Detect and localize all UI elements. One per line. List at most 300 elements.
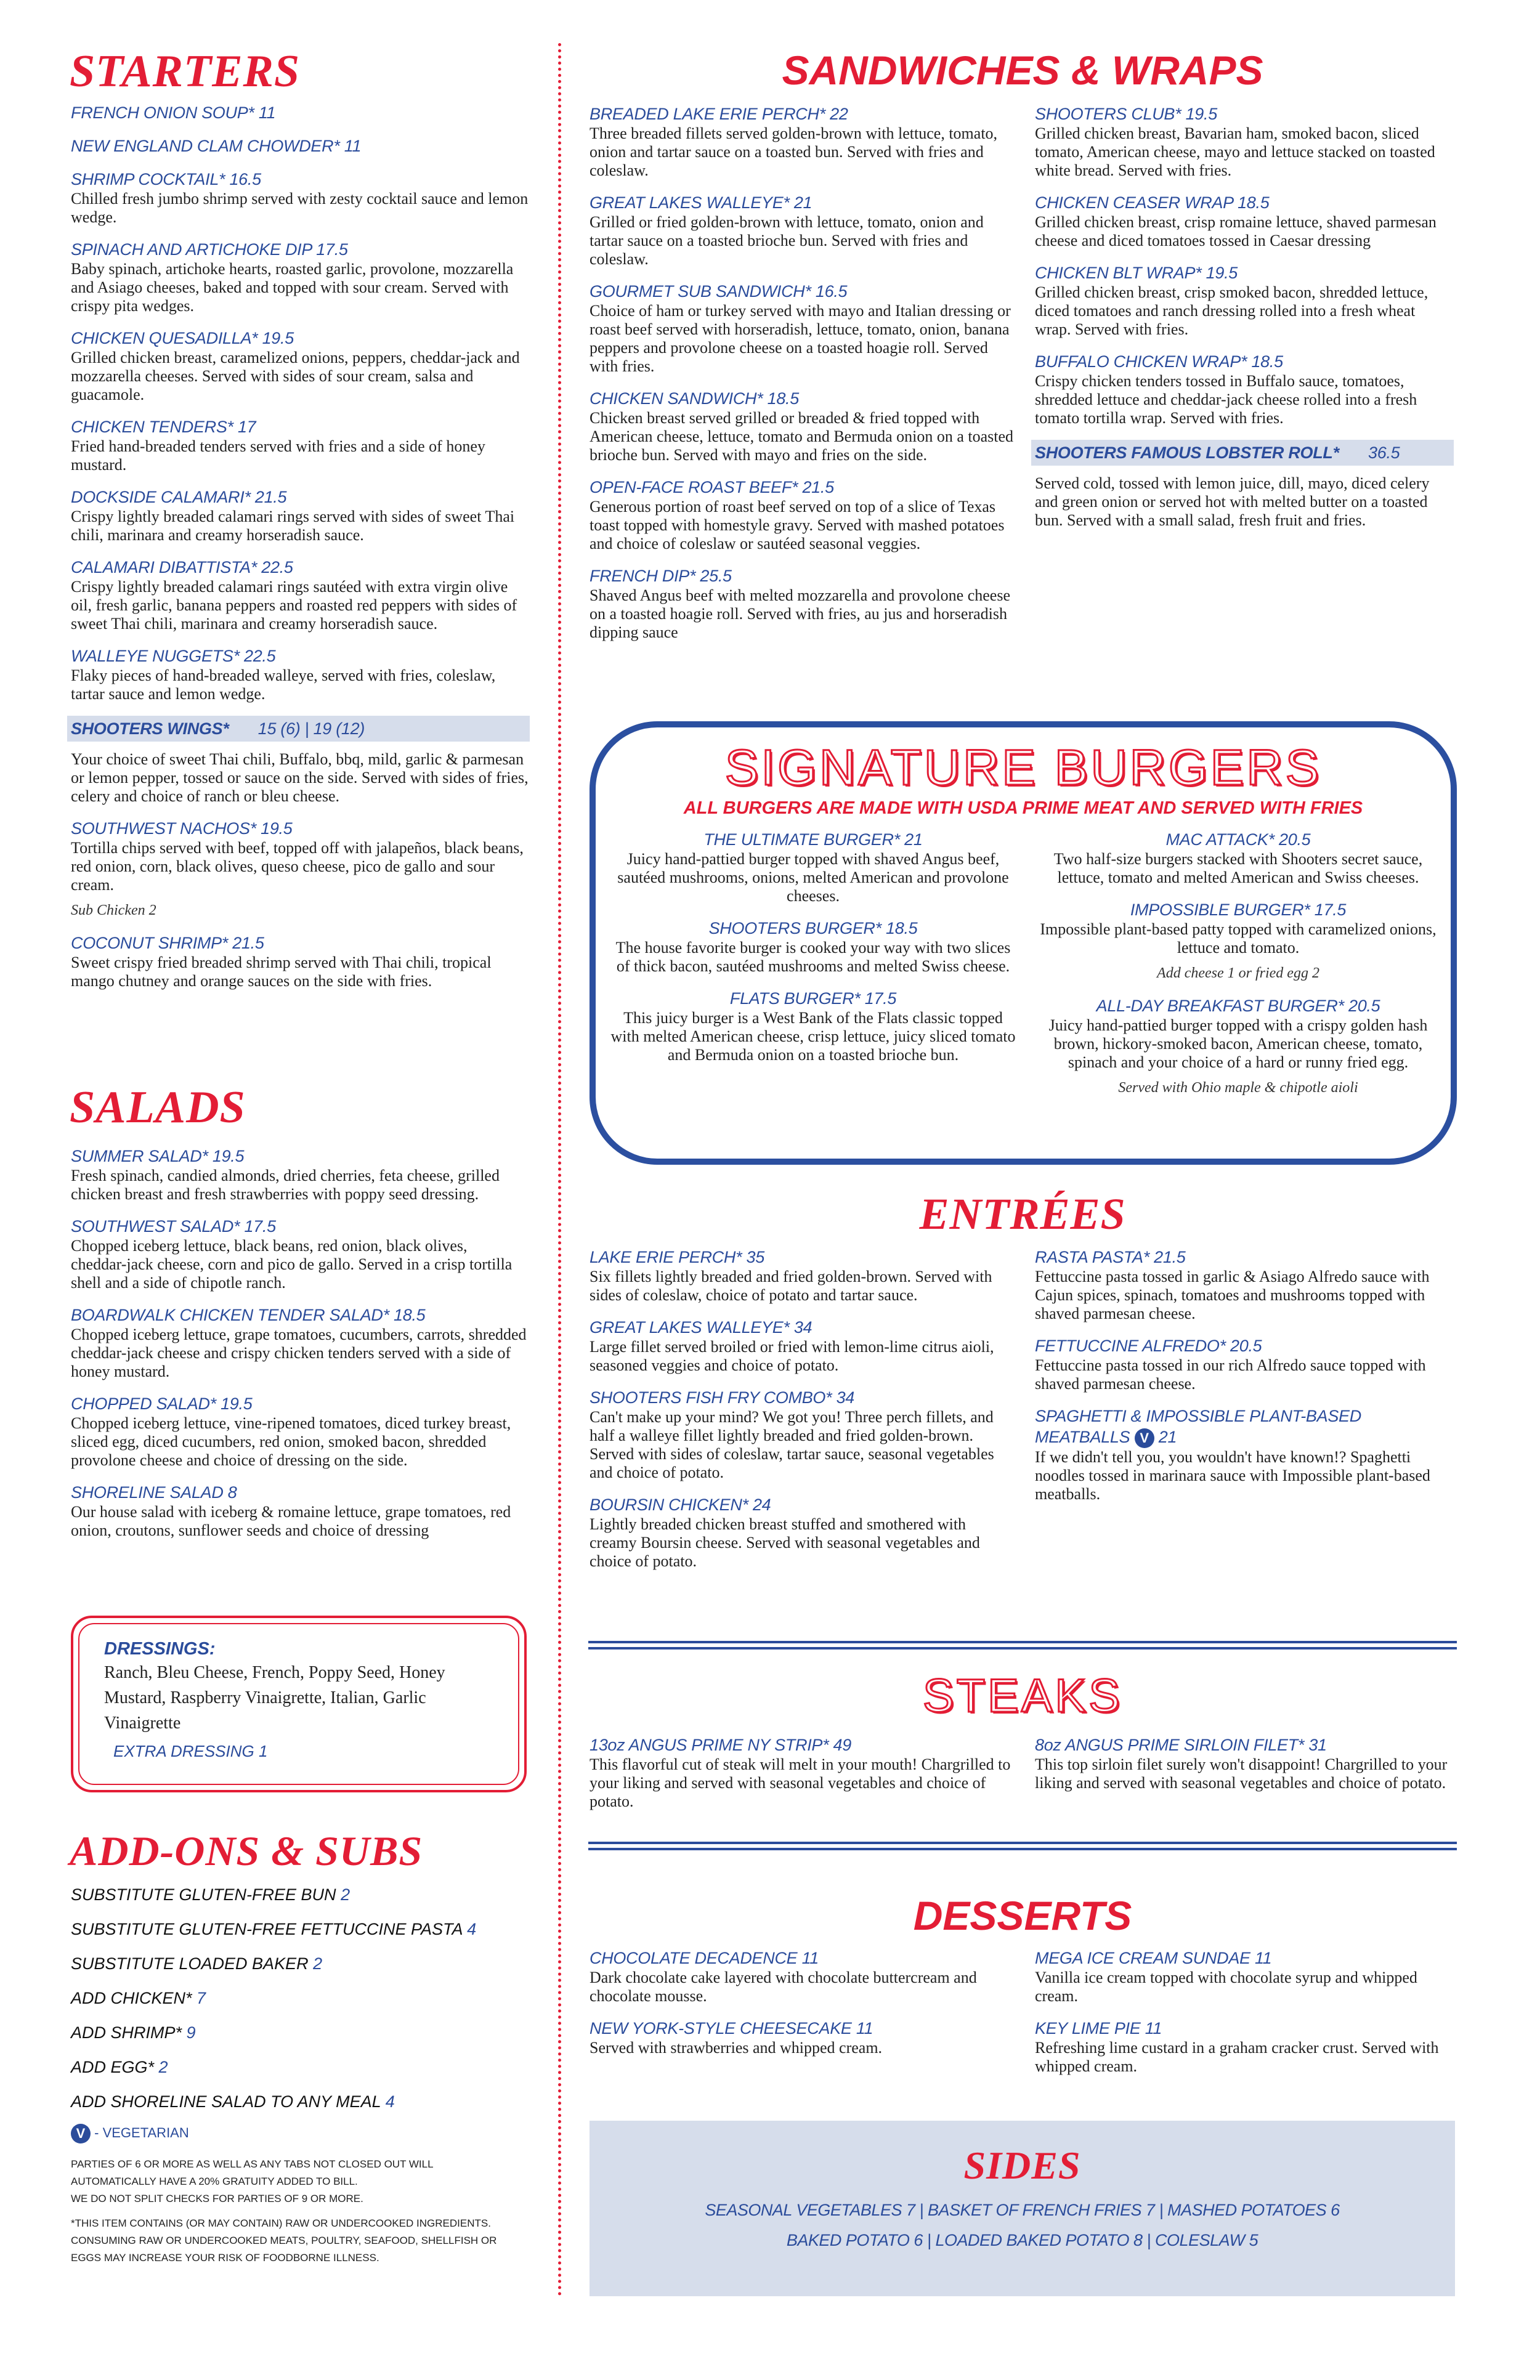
addon-price: 4 [385, 2092, 395, 2111]
warning-line: EGGS MAY INCREASE YOUR RISK OF FOODBORNE ILLNESS. [71, 2252, 379, 2264]
menu-item-description: If we didn't tell you, you wouldn't have known!? Spaghetti noodles tossed in marinara sauce with Impossible plant-based meatballs. [1035, 1447, 1430, 1503]
menu-item [1035, 1948, 1457, 2006]
menu-item-name: THE ULTIMATE BURGER* [703, 830, 900, 849]
menu-item-description: Grilled chicken breast, crisp romaine lettuce, shaved parmesan cheese and diced tomatoes tossed in Caesar dressing [1035, 213, 1437, 249]
addon-name: SUBSTITUTE GLUTEN-FREE FETTUCCINE PASTA [71, 1920, 463, 1938]
menu-item-price: 18.5 [767, 389, 799, 408]
menu-item-price: 17.5 [244, 1217, 276, 1236]
menu-item-title [71, 1393, 527, 1414]
addon-name: SUBSTITUTE LOADED BAKER [71, 1954, 309, 1973]
menu-item-description: Chopped iceberg lettuce, black beans, red onion, black olives, cheddar-jack cheese, corn and pico de gallo. Served in a crisp tortilla shell and a side of chipotle ranch. [71, 1237, 513, 1292]
vegetarian-legend [71, 2124, 189, 2143]
menu-item-name: SPINACH AND ARTICHOKE DIP [71, 240, 312, 259]
menu-item-name: CALAMARI DIBATTISTA* [71, 558, 257, 577]
menu-item-description: This top sirloin filet surely won't disappoint! Chargrilled to your liking and served with seasonal vegetables and choice of potato. [1035, 1755, 1448, 1792]
menu-item-name: COCONUT SHRIMP* [71, 934, 229, 952]
menu-item-description: Juicy hand-pattied burger topped with a crispy golden hash brown, hickory-smoked bacon, American cheese, tomato, spinach and your choice of a hard or runny fried egg. [1048, 1016, 1428, 1071]
menu-item-price: 19.5 [221, 1394, 253, 1413]
menu-item-description: Served with strawberries and whipped cream. [590, 2039, 883, 2057]
menu-item-name: KEY LIME PIE [1035, 2019, 1141, 2038]
menu-item-name: FRENCH DIP* [590, 567, 696, 585]
menu-item-name: ALL-DAY BREAKFAST BURGER* [1096, 997, 1344, 1015]
addon-price: 7 [197, 1989, 206, 2007]
menu-item-name: OPEN-FACE ROAST BEEF* [590, 478, 798, 496]
vegetarian-icon: V [1135, 1428, 1154, 1448]
menu-item-description: Fettuccine pasta tossed in garlic & Asiago Alfredo sauce with Cajun spices, spinach, tomatoes and mushrooms topped with shaved parmesan cheese. [1035, 1268, 1430, 1322]
menu-item-description: Grilled or fried golden-brown with lettuce, tomato, onion and tartar sauce on a toasted brioche bun. Served with fries and coleslaw. [590, 213, 984, 268]
menu-item-name: BOARDWALK CHICKEN TENDER SALAD* [71, 1306, 389, 1324]
menu-item-price: 18.5 [886, 919, 918, 937]
menu-item-price: 19.5 [1185, 105, 1217, 123]
menu-item-price: 21 [1158, 1428, 1177, 1446]
menu-item [1035, 440, 1454, 530]
addon-item [71, 1946, 527, 1981]
menu-item-price: 22.5 [261, 558, 293, 577]
menu-item-price: 21.5 [232, 934, 264, 952]
menu-item-name: SHOOTERS FISH FRY COMBO* [590, 1388, 832, 1407]
menu-item [610, 918, 1016, 976]
menu-item-name: SOUTHWEST NACHOS* [71, 819, 256, 838]
menu-item-price: 11 [344, 137, 362, 155]
menu-item-price: 16.5 [229, 170, 261, 188]
menu-item-title [590, 477, 1015, 498]
menu-item-title [590, 1948, 1015, 1969]
menu-item-title [590, 1734, 1015, 1755]
policy-line: PARTIES OF 6 OR MORE AS WELL AS ANY TABS NOT CLOSED OUT WILL [71, 2158, 434, 2170]
menu-item-title [1035, 829, 1441, 850]
vegetarian-icon: V [71, 2124, 91, 2143]
addon-item [71, 2050, 527, 2084]
menu-item-price: 19.5 [1206, 264, 1238, 282]
policy-text [71, 2156, 539, 2267]
menu-item-name: SPAGHETTI & IMPOSSIBLE PLANT-BASED MEATBALLS [1035, 1407, 1361, 1446]
addon-name: SUBSTITUTE GLUTEN-FREE BUN [71, 1885, 336, 1904]
menu-item [1035, 192, 1454, 250]
addon-price: 2 [341, 1885, 351, 1904]
menu-item-note: Add cheese 1 or fried egg 2 [1157, 965, 1319, 981]
menu-item-name: GREAT LAKES WALLEYE* [590, 1318, 790, 1337]
menu-item-description: Chilled fresh jumbo shrimp served with zesty cocktail sauce and lemon wedge. [71, 190, 529, 226]
menu-item [1035, 351, 1454, 427]
menu-item-description: Chopped iceberg lettuce, grape tomatoes, cucumbers, carrots, shredded cheddar-jack cheese and crispy chicken tenders served with a side of honey mustard. [71, 1326, 527, 1380]
steaks-heading: STEAKS [923, 1670, 1122, 1722]
menu-item [590, 1387, 1015, 1482]
menu-item-description: This flavorful cut of steak will melt in your mouth! Chargrilled to your liking and served with seasonal vegetables and choice of potato. [590, 1755, 1011, 1810]
divider-lines [588, 1842, 1457, 1850]
menu-item-title [1035, 1335, 1457, 1356]
entrees-right-list [1035, 1247, 1457, 1516]
menu-item-name: IMPOSSIBLE BURGER* [1130, 901, 1310, 919]
menu-item [71, 239, 530, 315]
menu-item [71, 136, 530, 156]
menu-item-price: 18.5 [1238, 193, 1270, 212]
addon-item [71, 1981, 527, 2015]
menu-item-price: 24 [752, 1496, 771, 1514]
menu-item-name: NEW YORK-STYLE CHEESECAKE [590, 2019, 852, 2038]
menu-item [1035, 262, 1454, 339]
menu-item-title [590, 1387, 1015, 1408]
menu-item-title [590, 2018, 1015, 2039]
menu-item-title [590, 1494, 1015, 1515]
menu-item [71, 487, 530, 544]
menu-item [71, 169, 530, 227]
menu-item [590, 565, 1015, 642]
menu-item-title [71, 1305, 527, 1326]
menu-item-price: 18.5 [394, 1306, 426, 1324]
policy-line: AUTOMATICALLY HAVE A 20% GRATUITY ADDED TO BILL. [71, 2176, 358, 2187]
menu-item-title [590, 388, 1015, 409]
menu-item-name: SOUTHWEST SALAD* [71, 1217, 240, 1236]
divider-lines [588, 1641, 1457, 1649]
menu-item [1035, 899, 1441, 983]
menu-item-description: This juicy burger is a West Bank of the Flats classic topped with melted American cheese, crisp lettuce, juicy sliced tomato and Bermuda onion on a toasted brioche bun. [610, 1009, 1016, 1064]
menu-item-title [71, 239, 530, 260]
addon-price: 2 [313, 1954, 323, 1973]
menu-item [1035, 995, 1441, 1098]
menu-item [71, 818, 530, 920]
menu-item-price: 19.5 [261, 819, 293, 838]
starters-heading: STARTERS [70, 46, 301, 97]
menu-item-price: 11 [856, 2019, 873, 2038]
menu-item-name: BREADED LAKE ERIE PERCH* [590, 105, 825, 123]
menu-item-price: 21 [904, 830, 923, 849]
menu-item-title [71, 933, 530, 953]
menu-item-description: Crispy lightly breaded calamari rings sautéed with extra virgin olive oil, fresh garlic, banana peppers and roasted red peppers with sides of sweet Thai chili, marinara and creamy horseradish sauce. [71, 578, 517, 633]
menu-item-name: CHICKEN SANDWICH* [590, 389, 763, 408]
extra-dressing: EXTRA DRESSING 1 [113, 1742, 268, 1760]
menu-item-price: 20.5 [1230, 1337, 1262, 1355]
desserts-right-list [1035, 1948, 1457, 2088]
menu-item-name: FLATS BURGER* [729, 989, 861, 1008]
menu-item-title [610, 829, 1016, 850]
steaks-right-list [1035, 1734, 1457, 1805]
menu-item-description: Juicy hand-pattied burger topped with shaved Angus beef, sautéed mushrooms, onions, melted American and provolone cheeses. [617, 850, 1009, 905]
menu-item-description: Shaved Angus beef with melted mozzarella and provolone cheese on a toasted hoagie roll. Served with fries, au jus and horseradish dipping sauce [590, 586, 1010, 641]
menu-item-description: Grilled chicken breast, crisp smoked bacon, shredded lettuce, diced tomatoes and ranch dressing rolled into a fresh wheat wrap. Served with fries. [1035, 283, 1429, 338]
menu-item-description: Refreshing lime custard in a graham cracker crust. Served with whipped cream. [1035, 2039, 1439, 2075]
steaks-left-list [590, 1734, 1015, 1823]
menu-item-price: 22 [830, 105, 848, 123]
menu-item-title [1035, 1247, 1457, 1268]
menu-item [610, 829, 1016, 905]
dressings-box [71, 1616, 527, 1792]
menu-item-description: Vanilla ice cream topped with chocolate syrup and whipped cream. [1035, 1969, 1417, 2005]
addon-item [71, 1912, 527, 1946]
menu-item-title [590, 192, 1015, 213]
menu-item-title [590, 565, 1015, 586]
menu-item-price: 49 [833, 1736, 851, 1754]
menu-item-price: 11 [801, 1949, 819, 1967]
menu-item-note: Sub Chicken 2 [71, 902, 156, 918]
menu-item-name: SHOOTERS CLUB* [1035, 105, 1181, 123]
menu-item-name: DOCKSIDE CALAMARI* [71, 488, 251, 506]
sandwiches-right-list [1035, 103, 1454, 542]
menu-item [71, 1146, 527, 1204]
menu-item-price: 17 [237, 418, 256, 436]
menu-item [1035, 829, 1441, 887]
menu-item-price: 21.5 [254, 488, 287, 506]
warning-line: CONSUMING RAW OR UNDERCOOKED MEATS, POULTRY, SEAFOOD, SHELLFISH OR [71, 2235, 497, 2246]
menu-item-name: SHOOTERS WINGS* [71, 719, 229, 738]
menu-item-title [1035, 1734, 1457, 1755]
sides-box [590, 2121, 1455, 2296]
menu-item-price: 17.5 [1314, 901, 1347, 919]
menu-item-price: 21.5 [1154, 1248, 1186, 1266]
desserts-heading: DESSERTS [913, 1893, 1132, 1938]
menu-item-description: Fried hand-breaded tenders served with fries and a side of honey mustard. [71, 437, 485, 474]
menu-item-description: Dark chocolate cake layered with chocolate buttercream and chocolate mousse. [590, 1969, 977, 2005]
menu-item-title [1035, 262, 1454, 283]
menu-item-description: Baby spinach, artichoke hearts, roasted garlic, provolone, mozzarella and Asiago cheeses, baked and topped with sour cream. Served with crispy pita wedges. [71, 260, 514, 315]
menu-item [590, 1317, 1015, 1375]
menu-item-title [71, 416, 530, 437]
menu-item-name: GREAT LAKES WALLEYE* [590, 193, 790, 212]
menu-item-title [610, 988, 1016, 1009]
menu-item-title [1035, 103, 1454, 124]
menu-item-title [1035, 899, 1441, 920]
addons-heading: ADD-ONS & SUBS [70, 1827, 423, 1874]
addon-name: ADD SHRIMP* [71, 2023, 182, 2042]
salads-heading: SALADS [70, 1082, 246, 1133]
menu-item [71, 102, 530, 123]
menu-item-description: Your choice of sweet Thai chili, Buffalo, bbq, mild, garlic & parmesan or lemon pepper, tossed or sauce on the side. Served with sides of fries, celery and choice of ranch or bleu cheese. [71, 750, 529, 805]
menu-item-description: Two half-size burgers stacked with Shooters secret sauce, lettuce, tomato and melted American and Swiss cheeses. [1053, 850, 1423, 886]
menu-item-title [590, 281, 1015, 302]
column-divider [558, 43, 561, 2297]
menu-item-title [71, 1482, 527, 1503]
menu-item-price: 21.5 [802, 478, 834, 496]
menu-item [1035, 103, 1454, 180]
menu-item-name: SHOOTERS FAMOUS LOBSTER ROLL* [1035, 443, 1339, 462]
menu-item-title [1031, 440, 1454, 466]
menu-item [590, 1494, 1015, 1571]
menu-item-description: Grilled chicken breast, Bavarian ham, smoked bacon, sliced tomato, American cheese, mayo and lettuce stacked on toasted white bread. Served with fries. [1035, 124, 1435, 179]
menu-item [1035, 1247, 1457, 1323]
burgers-heading: SIGNATURE BURGERS [724, 740, 1322, 796]
menu-item-name: FRENCH ONION SOUP* [71, 103, 254, 122]
menu-item-price: 34 [793, 1318, 813, 1337]
menu-item-name: BUFFALO CHICKEN WRAP* [1035, 352, 1247, 371]
entrees-heading: ENTRÉES [919, 1189, 1126, 1239]
addon-item [71, 1877, 527, 1912]
menu-item [71, 933, 530, 990]
burgers-left-list [610, 829, 1016, 1077]
menu-item-price: 31 [1308, 1736, 1327, 1754]
menu-item-note: Served with Ohio maple & chipotle aioli [1118, 1080, 1358, 1096]
menu-item-description: Three breaded fillets served golden-brown with lettuce, tomato, onion and tartar sauce on a toasted bun. Served with fries and coleslaw. [590, 124, 998, 179]
menu-item-title [1035, 351, 1454, 372]
menu-item [71, 716, 530, 806]
menu-item [1035, 1335, 1457, 1393]
menu-item [71, 1482, 527, 1540]
burgers-right-list [1035, 829, 1441, 1110]
menu-item-price: 17.5 [864, 989, 897, 1008]
menu-item [1035, 1406, 1457, 1504]
menu-item-description: Tortilla chips served with beef, topped off with jalapeños, black beans, red onion, corn, black olives, queso cheese, pico de gallo and sour cream. [71, 839, 524, 894]
addon-name: ADD SHORELINE SALAD TO ANY MEAL [71, 2092, 381, 2111]
menu-item-price: 11 [1254, 1949, 1272, 1967]
menu-item-price: 18.5 [1251, 352, 1283, 371]
menu-item-title [71, 487, 530, 508]
sandwiches-left-list [590, 103, 1015, 654]
menu-item-title [71, 557, 530, 578]
dressings-list: Ranch, Bleu Cheese, French, Poppy Seed, Honey Mustard, Raspberry Vinaigrette, Italian, Garlic Vinaigrette [104, 1663, 445, 1733]
addon-price: 2 [158, 2058, 168, 2076]
menu-item [590, 388, 1015, 464]
menu-item-name: WALLEYE NUGGETS* [71, 647, 240, 665]
menu-item [1035, 2018, 1457, 2076]
menu-item [1035, 1734, 1457, 1792]
menu-item-description: Sweet crispy fried breaded shrimp served with Thai chili, tropical mango chutney and orange sauces on the side with fries. [71, 953, 492, 990]
menu-item-description: Impossible plant-based patty topped with caramelized onions, lettuce and tomato. [1040, 920, 1437, 957]
menu-item-name: MAC ATTACK* [1165, 830, 1275, 849]
menu-item-price: 19.5 [212, 1147, 245, 1165]
menu-item-name: SHRIMP COCKTAIL* [71, 170, 225, 188]
menu-item-name: CHICKEN TENDERS* [71, 418, 233, 436]
menu-item-name: 8oz ANGUS PRIME SIRLOIN FILET* [1035, 1736, 1305, 1754]
sides-line: BAKED POTATO 6 | LOADED BAKED POTATO 8 | COLESLAW 5 [786, 2231, 1258, 2249]
menu-item-price: 21 [793, 193, 813, 212]
menu-item-name: SUMMER SALAD* [71, 1147, 208, 1165]
addon-item [71, 2015, 527, 2050]
menu-item [71, 1216, 527, 1292]
menu-item [610, 988, 1016, 1064]
menu-item-title [1035, 1406, 1457, 1448]
desserts-left-list [590, 1948, 1015, 2070]
addon-price: 9 [186, 2023, 196, 2042]
menu-item-description: Fettuccine pasta tossed in our rich Alfredo sauce topped with shaved parmesan cheese. [1035, 1356, 1426, 1393]
sandwiches-heading: SANDWICHES & WRAPS [782, 47, 1263, 93]
menu-item-name: CHOPPED SALAD* [71, 1394, 216, 1413]
menu-item-price: 16.5 [815, 282, 848, 301]
menu-item [590, 477, 1015, 553]
burgers-subtitle: ALL BURGERS ARE MADE WITH USDA PRIME MEAT AND SERVED WITH FRIES [683, 798, 1363, 818]
addon-item [71, 2084, 527, 2119]
menu-item-name: CHOCOLATE DECADENCE [590, 1949, 798, 1967]
warning-line: *THIS ITEM CONTAINS (OR MAY CONTAIN) RAW OR UNDERCOOKED INGREDIENTS. [71, 2217, 491, 2229]
menu-item [590, 1734, 1015, 1811]
addon-name: ADD CHICKEN* [71, 1989, 192, 2007]
menu-item-description: Choice of ham or turkey served with mayo and Italian dressing or roast beef served with horseradish, lettuce, tomato, onion, banana peppers and provolone cheese on a toasted hoagie roll. Served with fries. [590, 302, 1011, 375]
menu-item-description: Grilled chicken breast, caramelized onions, peppers, cheddar-jack and mozzarella cheeses. Served with sides of sour cream, salsa and guacamole. [71, 349, 520, 403]
addon-price: 4 [467, 1920, 477, 1938]
menu-item-title [1035, 192, 1454, 213]
menu-item-price: 36.5 [1368, 443, 1400, 462]
menu-item-description: Large fillet served broiled or fried with lemon-lime citrus aioli, seasoned veggies and choice of potato. [590, 1338, 994, 1374]
menu-item-price: 15 (6) | 19 (12) [257, 719, 365, 738]
menu-item-name: LAKE ERIE PERCH* [590, 1248, 742, 1266]
menu-item [590, 1948, 1015, 2006]
menu-item-price: 17.5 [316, 240, 348, 259]
menu-item-description: Chicken breast served grilled or breaded & fried topped with American cheese, lettuce, tomato and Bermuda onion on a toasted brioche bun. Served with mayo and fries on the side. [590, 409, 1014, 464]
menu-item-title [1035, 995, 1441, 1016]
policy-line: WE DO NOT SPLIT CHECKS FOR PARTIES OF 9 OR MORE. [71, 2193, 363, 2204]
menu-item-description: The house favorite burger is cooked your way with two slices of thick bacon, sautéed mushrooms and melted Swiss cheese. [615, 939, 1011, 975]
menu-item [590, 192, 1015, 269]
menu-item-title [71, 136, 530, 156]
menu-item-title [1035, 1948, 1457, 1969]
dressings-title: DRESSINGS: [104, 1639, 216, 1659]
menu-item-name: FETTUCCINE ALFREDO* [1035, 1337, 1226, 1355]
menu-item-name: NEW ENGLAND CLAM CHOWDER* [71, 137, 340, 155]
menu-item [590, 2018, 1015, 2057]
menu-item-description: Can't make up your mind? We got you! Three perch fillets, and half a walleye fillet lightly breaded and fried golden-brown. Served with sides of coleslaw, tartar sauce, seasonal vegetables and choice of potato. [590, 1408, 994, 1481]
menu-item-price: 8 [227, 1483, 237, 1502]
menu-item-title [67, 716, 530, 742]
vegetarian-label: - VEGETARIAN [94, 2124, 189, 2140]
menu-item-description: Crispy chicken tenders tossed in Buffalo sauce, tomatoes, shredded lettuce and cheddar-jack cheese rolled into a fresh tomato tortilla wrap. Served with fries. [1035, 372, 1417, 427]
menu-item-price: 19.5 [262, 329, 294, 347]
menu-item-title [71, 818, 530, 839]
entrees-left-list [590, 1247, 1015, 1583]
menu-item-name: SHORELINE SALAD [71, 1483, 224, 1502]
addons-list [71, 1877, 527, 2119]
menu-item-title [71, 646, 530, 666]
menu-item [71, 328, 530, 404]
menu-item-title [71, 169, 530, 190]
salads-list [71, 1146, 527, 1552]
menu-item-description: Fresh spinach, candied almonds, dried cherries, feta cheese, grilled chicken breast and fresh strawberries with poppy seed dressing. [71, 1167, 500, 1203]
menu-item-price: 11 [1145, 2019, 1162, 2038]
menu-item-price: 35 [746, 1248, 764, 1266]
menu-item [590, 103, 1015, 180]
menu-item-description: Chopped iceberg lettuce, vine-ripened tomatoes, diced turkey breast, sliced egg, diced cucumbers, red onion, smoked bacon, shredded provolone cheese and choice of dressing on the side. [71, 1414, 511, 1469]
starters-list [71, 102, 530, 1003]
menu-item [71, 416, 530, 474]
menu-item-title [71, 1146, 527, 1167]
menu-item-title [71, 102, 530, 123]
menu-item-name: RASTA PASTA* [1035, 1248, 1149, 1266]
menu-item-name: SHOOTERS BURGER* [708, 919, 881, 937]
menu-item-description: Crispy lightly breaded calamari rings served with sides of sweet Thai chili, marinara and creamy horseradish sauce. [71, 508, 515, 544]
menu-item [590, 281, 1015, 376]
menu-item-name: CHICKEN CEASER WRAP [1035, 193, 1233, 212]
menu-item-price: 11 [258, 103, 276, 122]
menu-item-description: Served cold, tossed with lemon juice, dill, mayo, diced celery and green onion or served hot with melted butter on a toasted bun. Served with a small salad, fresh fruit and fries. [1035, 474, 1430, 529]
menu-item [71, 1305, 527, 1381]
menu-item-name: 13oz ANGUS PRIME NY STRIP* [590, 1736, 829, 1754]
menu-item-price: 20.5 [1348, 997, 1380, 1015]
sides-heading: SIDES [963, 2143, 1081, 2187]
menu-item [71, 557, 530, 633]
menu-item-description: Six fillets lightly breaded and fried golden-brown. Served with sides of coleslaw, choice of potato and tartar sauce. [590, 1268, 992, 1304]
menu-item-description: Our house salad with iceberg & romaine lettuce, grape tomatoes, red onion, croutons, sunflower seeds and choice of dressing [71, 1503, 511, 1539]
menu-item-title [590, 1247, 1015, 1268]
menu-item-description: Lightly breaded chicken breast stuffed and smothered with creamy Boursin cheese. Served with seasonal vegetables and choice of potato. [590, 1515, 980, 1570]
menu-item-description: Generous portion of roast beef served on top of a slice of Texas toast topped with homestyle gravy. Served with mashed potatoes and choice of coleslaw or sautéed seasonal veggies. [590, 498, 1005, 552]
menu-item-name: GOURMET SUB SANDWICH* [590, 282, 811, 301]
menu-item-name: BOURSIN CHICKEN* [590, 1496, 748, 1514]
sides-line: SEASONAL VEGETABLES 7 | BASKET OF FRENCH FRIES 7 | MASHED POTATOES 6 [705, 2201, 1340, 2219]
menu-item-title [71, 1216, 527, 1237]
menu-item-description: Flaky pieces of hand-breaded walleye, served with fries, coleslaw, tartar sauce and lemon wedge. [71, 666, 496, 703]
addon-name: ADD EGG* [71, 2058, 155, 2076]
menu-item [590, 1247, 1015, 1305]
menu-item-price: 22.5 [244, 647, 276, 665]
menu-item-price: 20.5 [1279, 830, 1311, 849]
menu-item-price: 34 [836, 1388, 854, 1407]
menu-item-price: 25.5 [700, 567, 732, 585]
menu-item [71, 1393, 527, 1470]
menu-item-title [590, 103, 1015, 124]
menu-item-title [610, 918, 1016, 939]
menu-item-name: CHICKEN QUESADILLA* [71, 329, 258, 347]
menu-item-name: MEGA ICE CREAM SUNDAE [1035, 1949, 1250, 1967]
menu-item-title [71, 328, 530, 349]
menu-item-title [1035, 2018, 1457, 2039]
menu-item-title [590, 1317, 1015, 1338]
menu-item [71, 646, 530, 703]
